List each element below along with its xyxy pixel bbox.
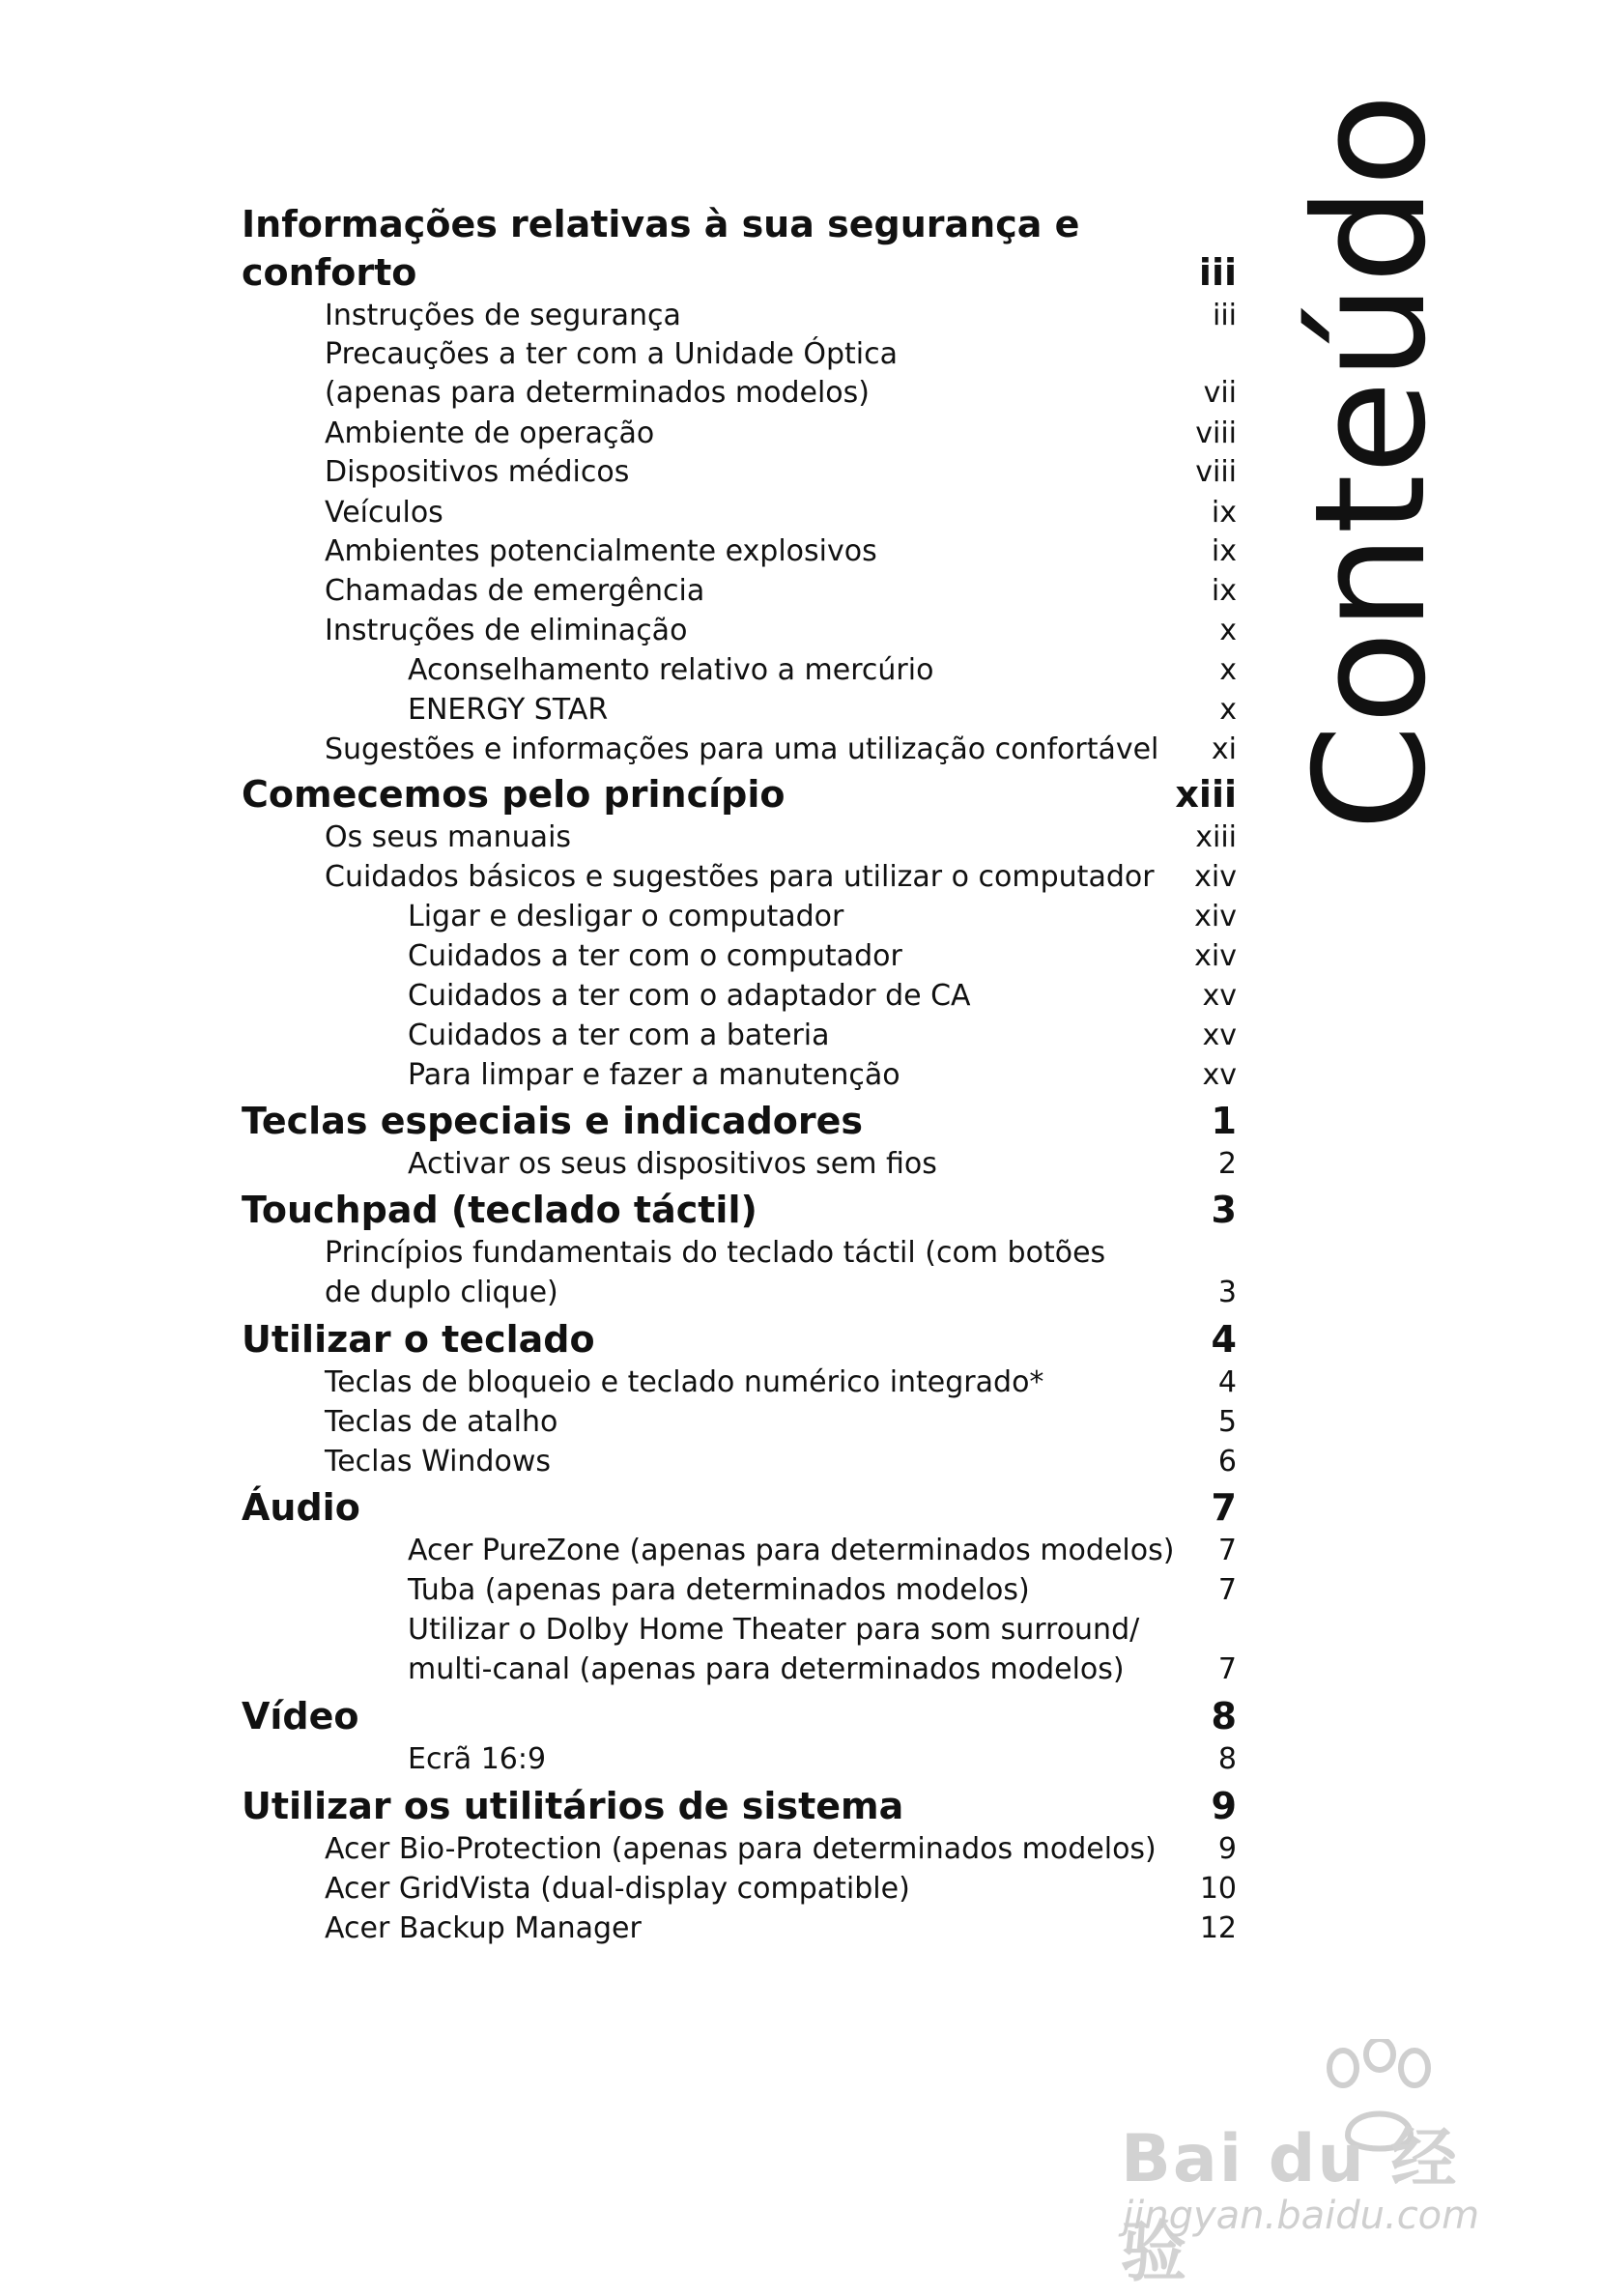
- toc-entry-title: Teclas Windows: [325, 1445, 551, 1478]
- toc-entry-page: xv: [1202, 1019, 1237, 1052]
- toc-entry-page: 9: [1211, 1785, 1237, 1827]
- toc-entry-title: Acer PureZone (apenas para determinados modelos): [408, 1534, 1175, 1567]
- toc-entry-page: ix: [1211, 496, 1237, 530]
- toc-entry-title: Áudio: [242, 1486, 360, 1529]
- toc-entry-page: 5: [1217, 1405, 1237, 1439]
- toc-entry-title: Acer Bio-Protection (apenas para determinados modelos): [325, 1832, 1157, 1866]
- toc-entry-title: Ecrã 16:9: [408, 1742, 547, 1776]
- toc-entry-title: Touchpad (teclado táctil): [242, 1189, 757, 1231]
- toc-entry-page: 9: [1217, 1832, 1237, 1866]
- toc-entry-page: xv: [1202, 979, 1237, 1013]
- toc-entry-page: iii: [1212, 299, 1237, 332]
- toc-entry-page: viii: [1195, 416, 1237, 450]
- toc-entry-title: Teclas de bloqueio e teclado numérico integrado*: [325, 1365, 1044, 1399]
- toc-entry-title: Acer Backup Manager: [325, 1911, 642, 1945]
- toc-entry-title: Utilizar o Dolby Home Theater para som surround/: [408, 1613, 1140, 1647]
- toc-entry-title: Informações relativas à sua segurança e: [242, 203, 1080, 245]
- toc-entry-page: 7: [1217, 1652, 1237, 1686]
- toc-entry-page: 3: [1217, 1276, 1237, 1309]
- toc-entry-page: iii: [1198, 251, 1237, 294]
- toc-entry-title: Para limpar e fazer a manutenção: [408, 1058, 900, 1092]
- toc-entry-title: Instruções de segurança: [325, 299, 681, 332]
- toc-entry-title: Princípios fundamentais do teclado táctil (com botões: [325, 1236, 1106, 1270]
- toc-entry-page: 4: [1211, 1318, 1237, 1361]
- toc-entry-page: 7: [1217, 1573, 1237, 1607]
- toc-entry-title: (apenas para determinados modelos): [325, 376, 870, 410]
- toc-entry-title: Teclas especiais e indicadores: [242, 1100, 864, 1142]
- toc-entry-page: 7: [1211, 1486, 1237, 1529]
- toc-entry-page: 7: [1217, 1534, 1237, 1567]
- toc-entry-title: Dispositivos médicos: [325, 455, 630, 489]
- toc-entry-page: x: [1219, 653, 1237, 687]
- toc-entry-page: xi: [1211, 732, 1237, 766]
- toc-entry-title: Precauções a ter com a Unidade Óptica: [325, 337, 898, 371]
- side-title-text: Conteúdo: [1282, 93, 1460, 831]
- toc-entry-title: Ambiente de operação: [325, 416, 655, 450]
- toc-entry-page: viii: [1195, 455, 1237, 489]
- toc-entry-page: 8: [1217, 1742, 1237, 1776]
- toc-entry-title: Cuidados básicos e sugestões para utilizar o computador: [325, 860, 1155, 894]
- toc-entry-page: vii: [1203, 376, 1237, 410]
- toc-entry-title: de duplo clique): [325, 1276, 558, 1309]
- watermark: [1121, 2039, 1507, 2291]
- watermark-brand: Bai du 经验: [1121, 2121, 1459, 2291]
- toc-entry-title: conforto: [242, 251, 417, 294]
- toc-entry-title: multi-canal (apenas para determinados modelos): [408, 1652, 1125, 1686]
- toc-entry-title: Tuba (apenas para determinados modelos): [408, 1573, 1030, 1607]
- toc-entry-page: 8: [1211, 1695, 1237, 1737]
- toc-entry-page: 10: [1199, 1872, 1237, 1906]
- toc-entry-title: Vídeo: [242, 1695, 359, 1737]
- toc-entry-title: Activar os seus dispositivos sem fios: [408, 1147, 937, 1181]
- toc-entry-title: Utilizar o teclado: [242, 1318, 595, 1361]
- toc-entry-title: Utilizar os utilitários de sistema: [242, 1785, 904, 1827]
- toc-entry-title: Veículos: [325, 496, 443, 530]
- toc-entry-title: Instruções de eliminação: [325, 614, 688, 647]
- toc-entry-title: Cuidados a ter com a bateria: [408, 1019, 830, 1052]
- toc-entry-page: 3: [1211, 1189, 1237, 1231]
- toc-entry-page: xiii: [1175, 773, 1237, 816]
- toc-entry-title: Sugestões e informações para uma utilização confortável: [325, 732, 1159, 766]
- toc-entry-page: xiv: [1194, 939, 1237, 973]
- toc-entry-page: xv: [1202, 1058, 1237, 1092]
- toc-entry-page: xiv: [1194, 900, 1237, 933]
- toc-entry-title: Acer GridVista (dual-display compatible): [325, 1872, 910, 1906]
- watermark-url: jingyan.baidu.com: [1123, 2194, 1480, 2238]
- toc-entry-page: x: [1219, 693, 1237, 727]
- toc-entry-page: 12: [1199, 1911, 1237, 1945]
- toc-entry-page: xiv: [1194, 860, 1237, 894]
- toc-entry-title: Os seus manuais: [325, 820, 572, 854]
- toc-entry-title: Cuidados a ter com o computador: [408, 939, 902, 973]
- toc-entry-page: 1: [1211, 1100, 1237, 1142]
- toc-entry-title: Cuidados a ter com o adaptador de CA: [408, 979, 971, 1013]
- toc-entry-title: Ambientes potencialmente explosivos: [325, 534, 877, 568]
- toc-entry-page: ix: [1211, 534, 1237, 568]
- toc-entry-title: Aconselhamento relativo a mercúrio: [408, 653, 934, 687]
- toc-entry-page: ix: [1211, 574, 1237, 608]
- toc-entry-title: Teclas de atalho: [325, 1405, 558, 1439]
- toc-entry-title: ENERGY STAR: [408, 693, 609, 727]
- toc-entry-title: Comecemos pelo princípio: [242, 773, 786, 816]
- toc-entry-page: 2: [1217, 1147, 1237, 1181]
- toc-entry-page: 4: [1217, 1365, 1237, 1399]
- toc-entry-title: Ligar e desligar o computador: [408, 900, 844, 933]
- toc-entry-page: xiii: [1195, 820, 1237, 854]
- toc-entry-page: 6: [1217, 1445, 1237, 1478]
- toc-entry-page: x: [1219, 614, 1237, 647]
- toc-entry-title: Chamadas de emergência: [325, 574, 705, 608]
